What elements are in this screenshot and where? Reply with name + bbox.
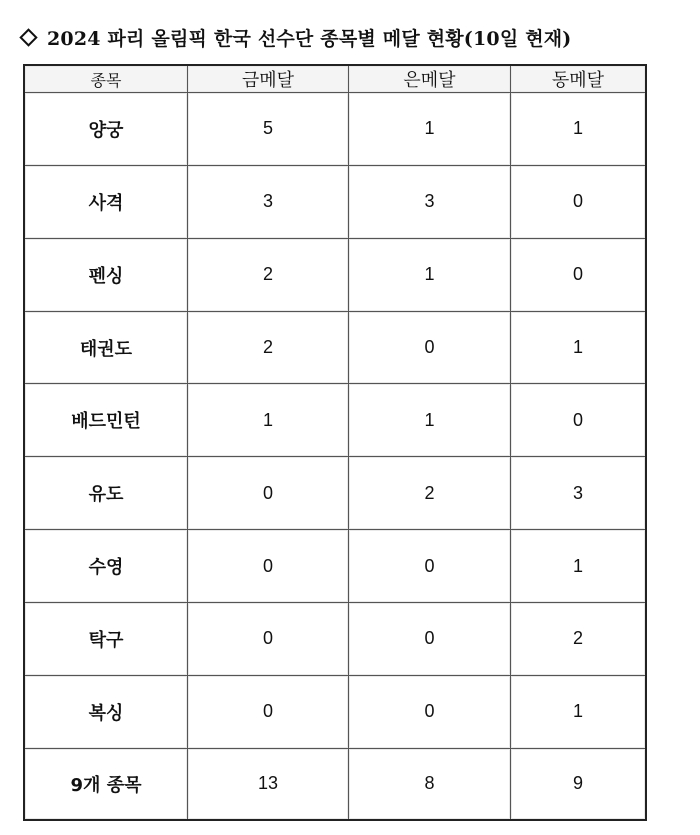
sport-cell: 양궁: [25, 93, 188, 166]
gold-cell: 1: [188, 384, 349, 457]
gold-cell: 0: [188, 603, 349, 676]
bronze-cell: 1: [511, 93, 645, 166]
silver-total-cell: 8: [349, 749, 511, 819]
table-header-row: [25, 66, 645, 93]
silver-cell: 3: [349, 166, 511, 239]
table-row: [25, 676, 645, 749]
bronze-cell: 1: [511, 676, 645, 749]
gold-total-cell: 13: [188, 749, 349, 819]
table-row: [25, 384, 645, 457]
gold-cell: 0: [188, 457, 349, 530]
silver-cell: 0: [349, 312, 511, 385]
table-row: [25, 603, 645, 676]
gold-cell: 2: [188, 312, 349, 385]
bronze-cell: 2: [511, 603, 645, 676]
table-row: [25, 239, 645, 312]
table-total-row: [25, 749, 645, 819]
silver-cell: 0: [349, 530, 511, 603]
sport-cell: 유도: [25, 457, 188, 530]
table-row: [25, 312, 645, 385]
bronze-cell: 3: [511, 457, 645, 530]
sport-cell: 탁구: [25, 603, 188, 676]
sport-cell: 펜싱: [25, 239, 188, 312]
bronze-cell: 1: [511, 530, 645, 603]
gold-cell: 0: [188, 530, 349, 603]
silver-cell: 0: [349, 603, 511, 676]
medal-table-container: [23, 64, 647, 821]
gold-cell: 3: [188, 166, 349, 239]
sport-cell: 복싱: [25, 676, 188, 749]
gold-cell: 0: [188, 676, 349, 749]
bronze-total-cell: 9: [511, 749, 645, 819]
header-gold: 금메달: [188, 66, 349, 93]
silver-cell: 1: [349, 93, 511, 166]
total-label-cell: 9개 종목: [25, 749, 188, 819]
silver-cell: 1: [349, 239, 511, 312]
silver-cell: 2: [349, 457, 511, 530]
gold-cell: 2: [188, 239, 349, 312]
silver-cell: 1: [349, 384, 511, 457]
bronze-cell: 0: [511, 384, 645, 457]
diamond-icon: [19, 28, 37, 46]
sport-cell: 배드민턴: [25, 384, 188, 457]
table-row: [25, 93, 645, 166]
header-sport: 종목: [25, 66, 188, 93]
header-silver: 은메달: [349, 66, 511, 93]
sport-cell: 태권도: [25, 312, 188, 385]
bronze-cell: 0: [511, 166, 645, 239]
page-title: [18, 22, 572, 52]
bronze-cell: 0: [511, 239, 645, 312]
bronze-cell: 1: [511, 312, 645, 385]
table-row: [25, 457, 645, 530]
sport-cell: 사격: [25, 166, 188, 239]
table-row: [25, 166, 645, 239]
silver-cell: 0: [349, 676, 511, 749]
page-title-text: 2024 파리 올림픽 한국 선수단 종목별 메달 현황(10일 현재): [47, 27, 572, 50]
sport-cell: 수영: [25, 530, 188, 603]
gold-cell: 5: [188, 93, 349, 166]
header-bronze: 동메달: [511, 66, 645, 93]
medal-table: [25, 66, 645, 819]
table-row: [25, 530, 645, 603]
